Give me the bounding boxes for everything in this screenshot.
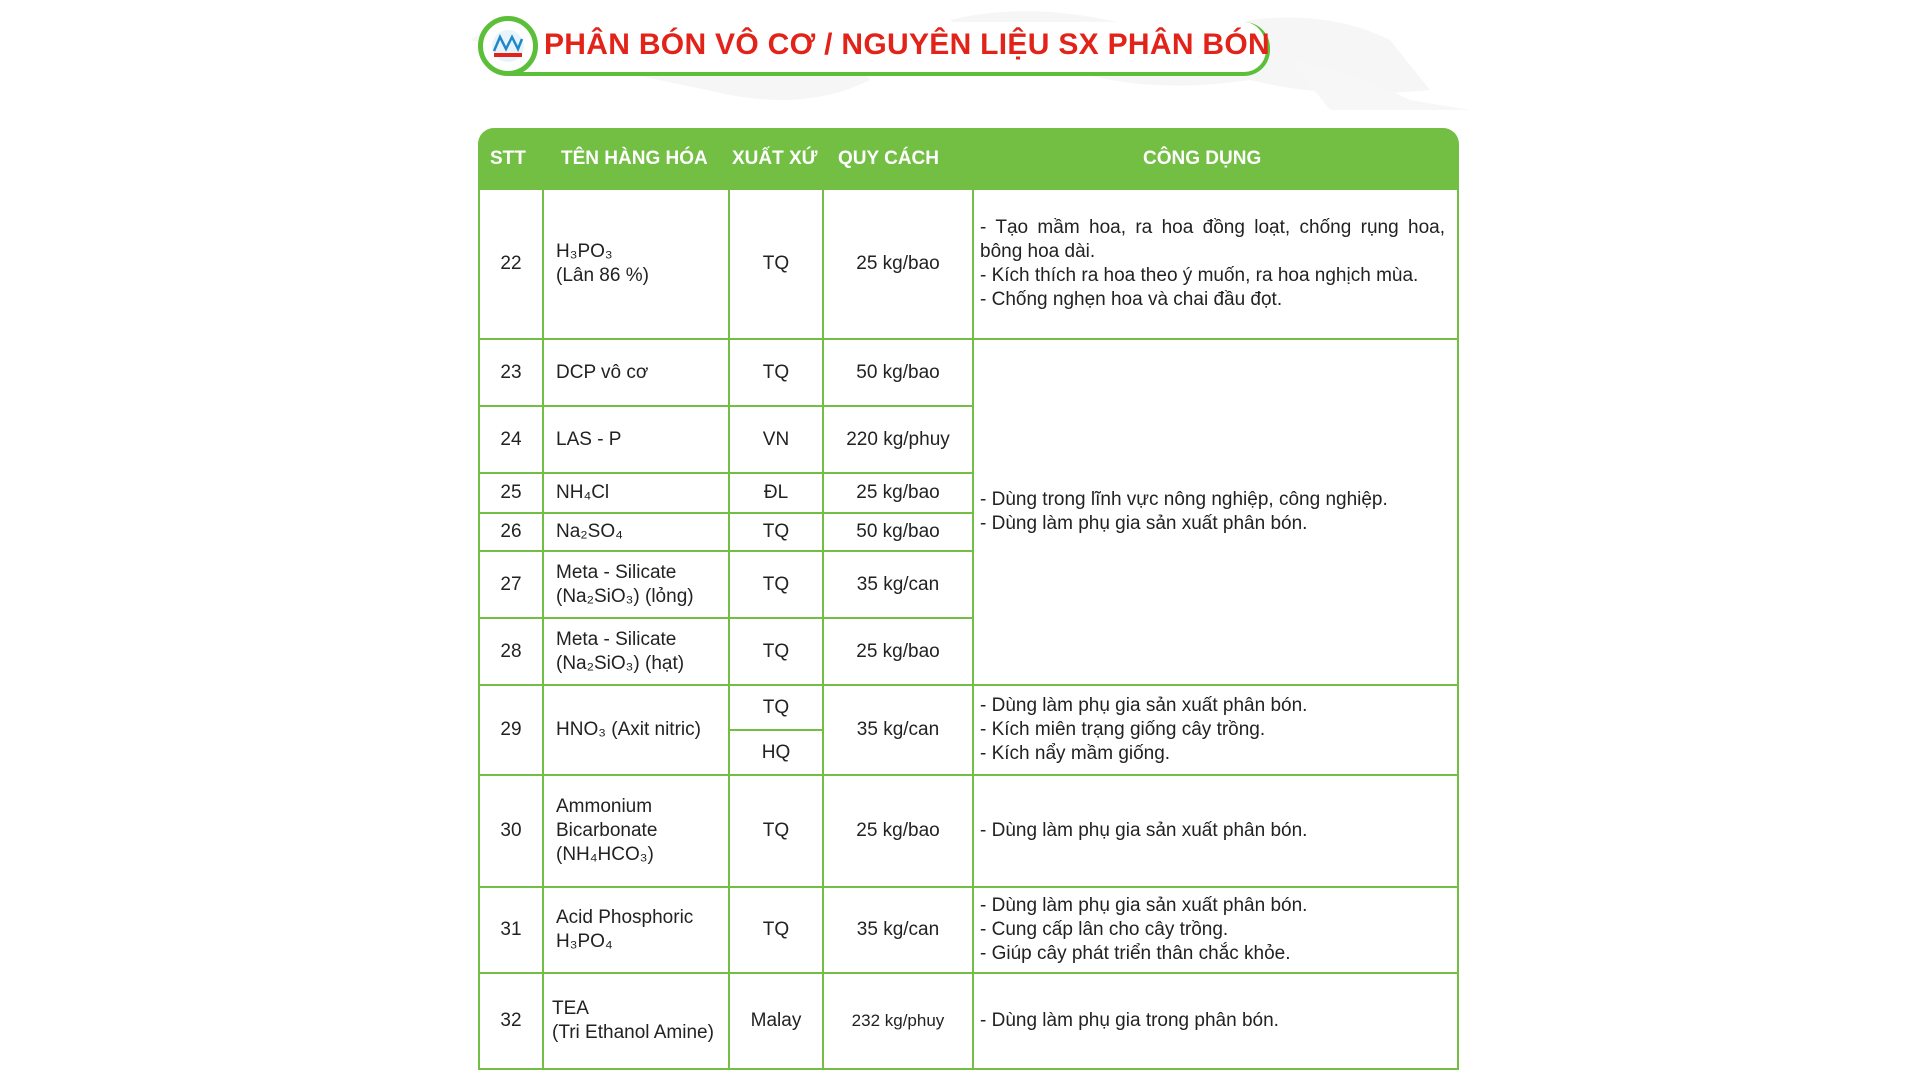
cell-use: - Tạo mầm hoa, ra hoa đồng loạt, chống rụng hoa, bông hoa dài. - Kích thích ra hoa theo ý muốn, ra hoa nghịch mùa. - Chống nghẹn hoa và chai đầu đọt. — [974, 190, 1457, 340]
col-header-origin: XUẤT XỨ — [732, 148, 818, 169]
cell-spec: 25 kg/bao — [824, 474, 974, 514]
cell-stt: 26 — [480, 514, 544, 552]
cell-spec: 50 kg/bao — [824, 340, 974, 407]
cell-origin: TQ — [730, 340, 824, 407]
cell-product-name: DCP vô cơ — [544, 340, 730, 407]
cell-use: - Dùng làm phụ gia sản xuất phân bón. — [974, 776, 1457, 888]
cell-use: - Dùng làm phụ gia trong phân bón. — [980, 1010, 1279, 1031]
cell-product-name: NH₄Cl — [544, 474, 730, 514]
cell-stt: 32 — [480, 974, 544, 1068]
cell-origin: TQ — [730, 552, 824, 619]
cell-origin: TQ — [730, 514, 824, 552]
cell-product-name: Acid Phosphoric H₃PO₄ — [544, 888, 730, 974]
title-banner — [478, 14, 1270, 78]
cell-product-name: LAS - P — [544, 407, 730, 474]
cell-product-name: HNO₃ (Axit nitric) — [544, 686, 730, 776]
cell-product-name: Meta - Silicate (Na₂SiO₃) (lỏng) — [544, 552, 730, 619]
cell-origin-secondary: HQ — [730, 731, 824, 776]
cell-product-name: Na₂SO₄ — [544, 514, 730, 552]
cell-origin: TQ — [730, 686, 824, 731]
cell-product-name: H₃PO₃ (Lân 86 %) — [544, 190, 730, 340]
cell-stt: 22 — [480, 190, 544, 340]
cell-spec: 232 kg/phuy — [824, 974, 974, 1068]
cell-stt: 27 — [480, 552, 544, 619]
cell-origin: VN — [730, 407, 824, 474]
cell-origin: TQ — [730, 776, 824, 888]
cell-spec: 25 kg/bao — [824, 190, 974, 340]
cell-stt: 29 — [480, 686, 544, 776]
cell-stt: 30 — [480, 776, 544, 888]
col-header-use: CÔNG DỤNG — [1143, 148, 1262, 169]
cell-spec: 35 kg/can — [824, 888, 974, 974]
cell-spec: 220 kg/phuy — [824, 407, 974, 474]
cell-spec: 35 kg/can — [824, 552, 974, 619]
cell-origin: TQ — [730, 619, 824, 686]
cell-use: - Dùng trong lĩnh vực nông nghiệp, công nghiệp. - Dùng làm phụ gia sản xuất phân bón. — [974, 340, 1457, 686]
product-table — [478, 128, 1459, 1070]
cell-origin: ĐL — [730, 474, 824, 514]
cell-use: - Dùng làm phụ gia sản xuất phân bón. - Cung cấp lân cho cây trồng. - Giúp cây phát triển thân chắc khỏe. — [974, 888, 1457, 974]
cell-origin: TQ — [730, 190, 824, 340]
cell-spec: 25 kg/bao — [824, 619, 974, 686]
cell-spec: 25 kg/bao — [824, 776, 974, 888]
cell-stt: 28 — [480, 619, 544, 686]
cell-product-name: Meta - Silicate (Na₂SiO₃) (hạt) — [544, 619, 730, 686]
cell-spec: 35 kg/can — [824, 686, 974, 776]
cell-stt: 23 — [480, 340, 544, 407]
col-header-spec: QUY CÁCH — [838, 148, 939, 169]
cell-stt: 31 — [480, 888, 544, 974]
table-body — [478, 190, 1459, 1070]
company-logo-icon — [478, 16, 538, 76]
cell-use: - Dùng làm phụ gia sản xuất phân bón. - Kích miên trạng giống cây trồng. - Kích nẩy mầm giống. — [974, 686, 1457, 776]
cell-origin: TQ — [730, 888, 824, 974]
cell-product-name: TEA (Tri Ethanol Amine) — [544, 974, 730, 1068]
cell-product-name: Ammonium Bicarbonate (NH₄HCO₃) — [544, 776, 730, 888]
cell-spec: 50 kg/bao — [824, 514, 974, 552]
cell-stt: 24 — [480, 407, 544, 474]
page-title: PHÂN BÓN VÔ CƠ / NGUYÊN LIỆU SX PHÂN BÓN — [544, 28, 1270, 61]
col-header-stt: STT — [490, 148, 526, 169]
table-header — [478, 128, 1459, 190]
cell-stt: 25 — [480, 474, 544, 514]
cell-origin: Malay — [730, 974, 824, 1068]
col-header-name: TÊN HÀNG HÓA — [561, 148, 708, 169]
